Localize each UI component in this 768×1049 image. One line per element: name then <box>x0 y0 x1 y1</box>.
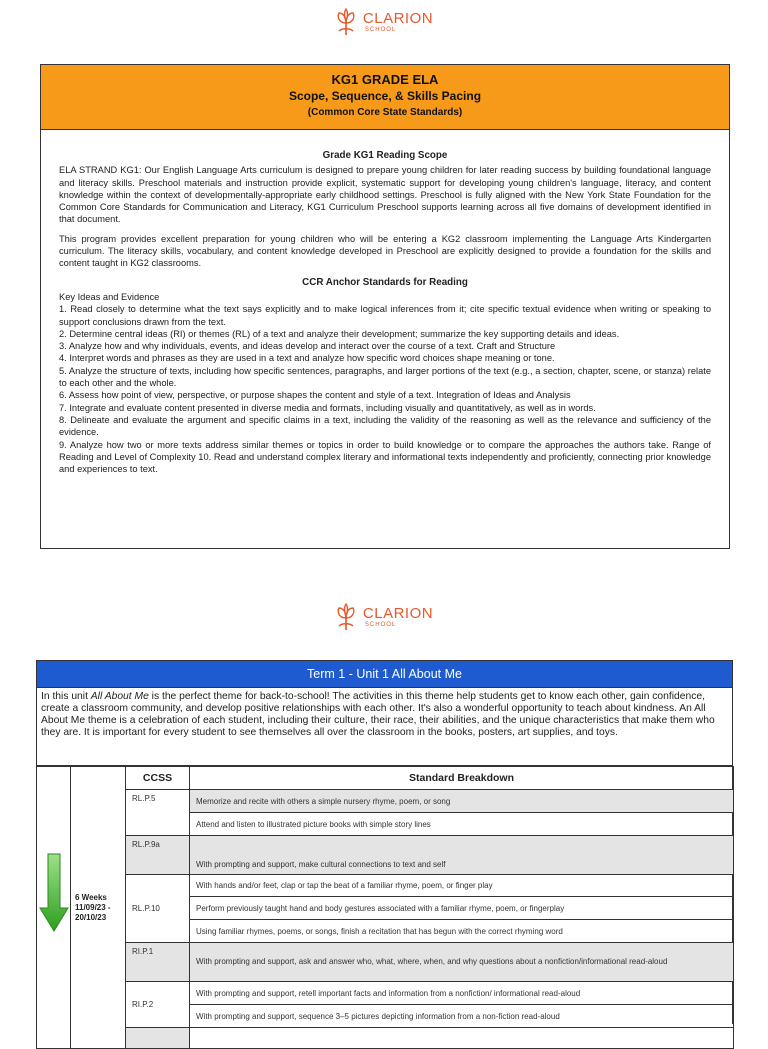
table-row <box>37 943 734 982</box>
breakdown-text: With prompting and support, sequence 3–5 pictures depicting information from a non-fiction read-aloud <box>190 1005 734 1028</box>
sprout-icon <box>335 602 357 632</box>
page-subtitle: Scope, Sequence, & Skills Pacing <box>288 89 482 103</box>
anchor-item: 2. Determine central ideas (RI) or themes (RL) of a text and analyze their development; summarize the key supporting details and ideas. <box>59 328 620 339</box>
unit-intro <box>37 688 732 766</box>
breakdown-text: With prompting and support, ask and answer who, what, where, when, and why questions about a nonfiction/informational read-aloud <box>190 943 734 982</box>
logo-name: CLARION <box>362 605 434 622</box>
breakdown-text <box>190 1028 734 1049</box>
down-arrow-icon <box>37 783 71 1033</box>
scope-section <box>40 64 730 549</box>
logo-sub: SCHOOL <box>364 27 397 33</box>
breakdown-text: Memorize and recite with others a simple nursery rhyme, poem, or song <box>190 790 734 813</box>
scope-paragraph-1: ELA STRAND KG1: Our English Language Arts curriculum is designed to prepare young children for later reading success by building foundational language and literacy skills. Preschool materials and instruction provide explicit, systematic support for developing young children's language, literacy, and content knowledge within the context of developmentally-appropriate early childhood settings. Preschool is fully aligned with the New York State Foundation for the Common Core Standards for Communication and Literacy, KG1 Curriculum Preschool supports learning across all five domains of development identified in that document. <box>59 165 711 225</box>
table-row <box>37 982 734 1005</box>
orange-header <box>41 65 729 130</box>
school-logo <box>0 597 768 637</box>
anchor-item: 8. Delineate and evaluate the argument and specific claims in a text, including the validity of the reasoning as well as the relevance and sufficiency of the evidence. <box>59 414 711 438</box>
ccss-code: RI.P.1 <box>126 943 190 982</box>
anchor-item: 7. Integrate and evaluate content presented in diverse media and formats, including visually and quantitatively, as well as in words. <box>59 402 596 413</box>
breakdown-text: Using familiar rhymes, poems, or songs, finish a recitation that has begun with the correct rhyming word <box>190 920 734 943</box>
table-row <box>37 875 734 897</box>
date-range: 11/09/23 - 20/10/23 <box>75 902 111 922</box>
anchor-intro: Key Ideas and Evidence <box>59 291 160 302</box>
anchor-item: 3. Analyze how and why individuals, events, and ideas develop and interact over the course of a text. Craft and Structure <box>59 341 556 352</box>
sprout-icon <box>335 7 357 37</box>
arrow-cell <box>37 767 71 1049</box>
page-title: KG1 GRADE ELA <box>331 72 439 87</box>
unit-section <box>36 660 733 1024</box>
table-row <box>37 1028 734 1049</box>
logo-name: CLARION <box>362 10 434 27</box>
breakdown-text: With prompting and support, retell important facts and information from a nonfiction/ informational read-aloud <box>190 982 734 1005</box>
anchor-item: 1. Read closely to determine what the text says explicitly and to make logical inferences from it; cite specific textual evidence when writing or speaking to support conclusions drawn from the text. <box>59 304 711 327</box>
scope-heading: Grade KG1 Reading Scope <box>322 150 448 161</box>
standards-table <box>36 766 734 1049</box>
table-row <box>37 790 734 813</box>
anchor-item: 6. Assess how point of view, perspective, or purpose shapes the content and style of a text. Integration of Ideas and Analysis <box>59 390 571 401</box>
unit-title: Term 1 - Unit 1 All About Me <box>37 661 732 688</box>
intro-text: In this unit <box>41 691 91 702</box>
table-row <box>37 836 734 875</box>
logo-sub: SCHOOL <box>364 622 397 628</box>
table-header-row <box>37 767 734 790</box>
intro-text: is the perfect theme for back-to-school! The activities in this theme help students get to know each other, gain confidence, create a classroom community, and develop positive relationships with each other. It's also a wonderful opportunity to teach about kindness. An All About Me theme is a celebration of each student, including their culture, their race, their abilities, and the unique characteristics that make them who they are. It is important for every student to see themselves all over the classroom in the books, posters, art supplies, and toys. <box>41 691 715 738</box>
breakdown-text: With prompting and support, make cultural connections to text and self <box>190 836 734 875</box>
breakdown-header: Standard Breakdown <box>190 767 734 790</box>
ccss-code: RL.P.9a <box>126 836 190 875</box>
anchor-item: 5. Analyze the structure of texts, including how specific sentences, paragraphs, and larger portions of the text (e.g., a section, chapter, scene, or stanza) relate to each other and the whole. <box>59 365 711 389</box>
anchor-item: 4. Interpret words and phrases as they are used in a text and analyze how specific word choices shape meaning or tone. <box>59 353 555 364</box>
intro-theme-name: All About Me <box>90 691 149 702</box>
scope-body <box>41 130 729 475</box>
breakdown-text: Attend and listen to illustrated picture books with simple story lines <box>190 813 734 836</box>
anchor-heading: CCR Anchor Standards for Reading <box>302 276 468 288</box>
ccss-code <box>126 1028 190 1049</box>
ccss-header: CCSS <box>126 767 190 790</box>
school-logo <box>0 2 768 42</box>
ccss-code: RL.P.5 <box>126 790 190 836</box>
ccss-code: RI.P.2 <box>126 982 190 1028</box>
weeks-cell <box>71 767 126 1049</box>
weeks-label: 6 Weeks <box>75 892 107 902</box>
anchor-item: 9. Analyze how two or more texts address similar themes or topics in order to build knowledge or to compare the approaches the authors take. Range of Reading and Level of Complexity 10. Read and understand complex literary and informational texts independently and proficiently, connecting prior knowledge and experiences to text. <box>59 439 711 475</box>
breakdown-text: Perform previously taught hand and body gestures associated with a familiar rhyme, poem, or fingerplay <box>190 897 734 920</box>
scope-paragraph-2: This program provides excellent preparation for young children who will be entering a KG2 classroom implementing the Language Arts Kindergarten curriculum. The literacy skills, vocabulary, and content knowledge developed in Preschool are explicitly designed to provide a foundation for the skills and content taught in KG2 classrooms. <box>59 233 711 269</box>
ccss-code: RL.P.10 <box>126 875 190 943</box>
standard-label: (Common Core State Standards) <box>307 107 463 118</box>
breakdown-text: With hands and/or feet, clap or tap the beat of a familiar rhyme, poem, or finger play <box>190 875 734 897</box>
